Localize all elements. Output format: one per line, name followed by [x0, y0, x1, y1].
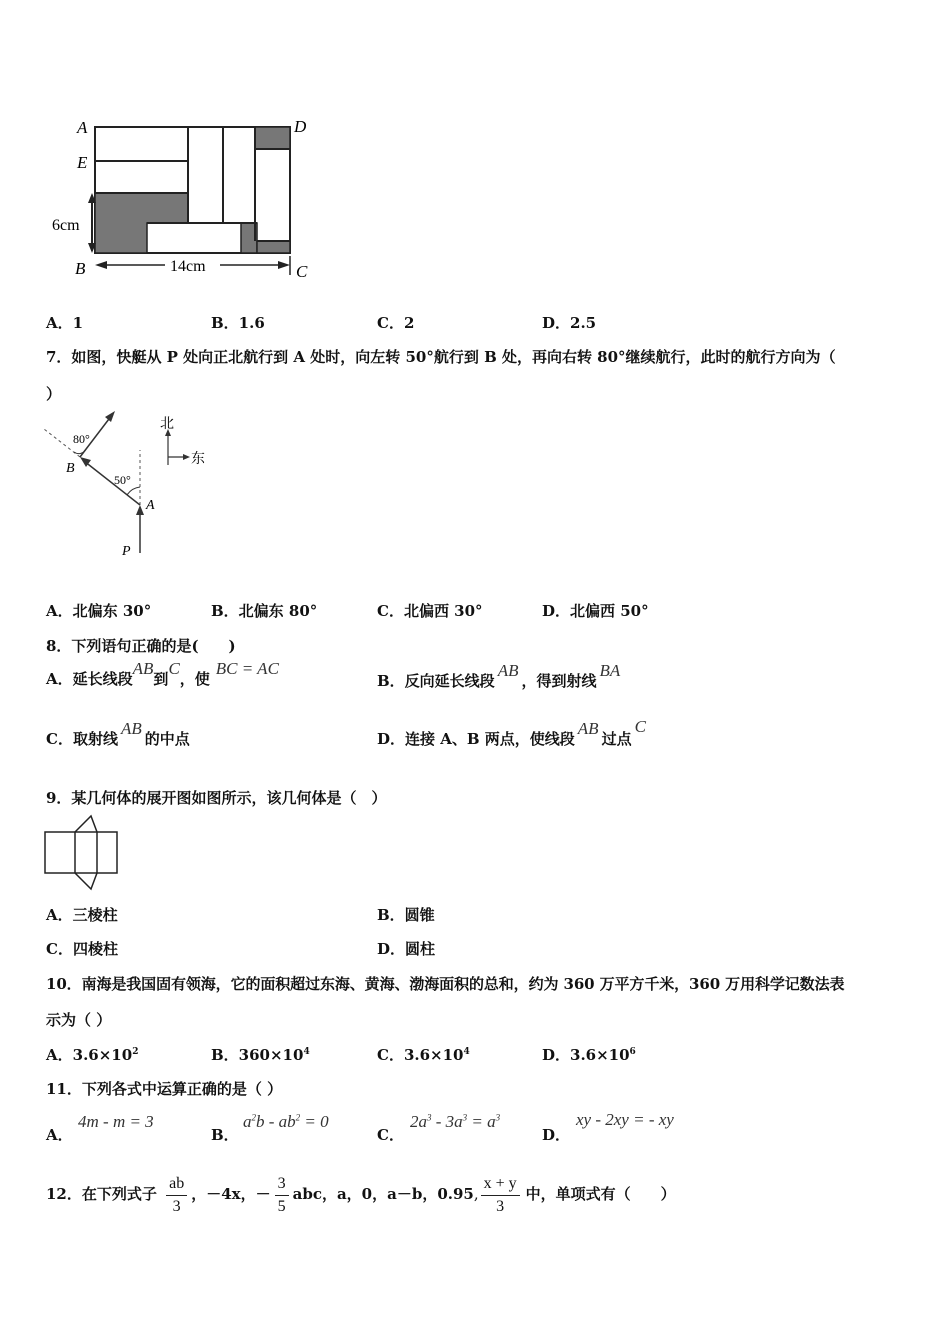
q7-option-b[interactable]: B．北偏东 80°: [211, 602, 318, 620]
q8-a-text3: ，使: [179, 670, 210, 688]
q9-option-d[interactable]: D．圆柱: [377, 940, 436, 958]
q11-d-expr: xy - 2xy = - xy: [576, 1110, 674, 1129]
q11-c-letter: C．: [377, 1126, 404, 1144]
q10-option-b[interactable]: [211, 1044, 310, 1065]
q7-option-c[interactable]: C．北偏西 30°: [377, 602, 483, 620]
q11-c-expr: $2a^3 - 3a^3 = a^3$: [410, 1112, 501, 1131]
q8-a-math-eq: BC = AC: [215, 659, 279, 678]
q6-option-a[interactable]: A．1: [46, 314, 84, 332]
q10-option-a[interactable]: [46, 1044, 138, 1065]
q11-a-letter: A．: [46, 1126, 73, 1144]
q7-navigation-figure: [40, 405, 220, 565]
q11-option-c[interactable]: [377, 1124, 404, 1145]
q6-rectangle-figure: [45, 110, 335, 290]
q12-text-mid: abc，a，0，a－b，0.95: [292, 1185, 474, 1203]
q8-d-math-c: C: [634, 717, 646, 736]
q8-a-math-c: C: [168, 659, 180, 678]
q8-c-text: C．取射线: [46, 730, 118, 748]
q8-b-math-ab: AB: [497, 661, 519, 680]
q8-b-math-ba: BA: [599, 661, 621, 680]
q12-fraction-3-over-5: $\frac{3}{5}$: [275, 1173, 289, 1218]
q11-option-b[interactable]: [211, 1124, 239, 1145]
q11-option-a[interactable]: [46, 1124, 73, 1145]
q9-option-c[interactable]: C．四棱柱: [46, 940, 118, 958]
q8-a-text2: 到: [153, 670, 169, 688]
q6-option-c[interactable]: C．2: [377, 314, 415, 332]
q12-text-sep: ，－4x，－: [191, 1185, 271, 1203]
q10-option-d[interactable]: [542, 1044, 636, 1065]
label-80deg: 80°: [73, 432, 90, 446]
label-east: 东: [191, 452, 205, 467]
q8-b-text: B．反向延长线段: [377, 672, 495, 690]
q8-c-text2: 的中点: [144, 730, 190, 748]
q12-text-post: 中，单项式有（ ）: [525, 1185, 676, 1203]
q8-option-b[interactable]: [377, 661, 621, 691]
label-E: E: [77, 153, 88, 172]
q11-option-d[interactable]: [542, 1124, 570, 1145]
q12-fraction-xy-over-3: $\frac{x + y}{3}$: [481, 1173, 520, 1218]
q10-d-exp: 6: [629, 1047, 636, 1057]
q6-option-b[interactable]: B．1.6: [211, 314, 265, 332]
q11-a-expr: 4m - m = 3: [78, 1112, 154, 1131]
q7-stem-end: ）: [46, 385, 62, 403]
q10-b-label: B．360×10: [211, 1046, 304, 1064]
label-A: A: [77, 118, 88, 137]
q7-option-a[interactable]: A．北偏东 30°: [46, 602, 152, 620]
q10-a-exp: 2: [132, 1047, 139, 1057]
label-D: D: [294, 117, 307, 136]
q10-d-label: D．3.6×10: [542, 1046, 630, 1064]
shaded-region-top-right: [255, 127, 290, 149]
q9-option-b[interactable]: B．圆锥: [377, 906, 435, 924]
q8-a-text: A．延长线段: [46, 670, 133, 688]
label-50deg: 50°: [114, 473, 131, 487]
q10-c-label: C．3.6×10: [377, 1046, 464, 1064]
q11-b-letter: B．: [211, 1126, 239, 1144]
q12-text-pre: 12．在下列式子: [46, 1185, 157, 1203]
label-C: C: [296, 262, 308, 281]
q10-stem-line1: 10．南海是我国固有领海，它的面积超过东海、黄海、渤海面积的总和，约为 360 万平方千米，360 万用科学记数法表: [46, 975, 845, 993]
q11-stem: 11．下列各式中运算正确的是（ ）: [46, 1080, 283, 1098]
label-6cm: 6cm: [52, 217, 80, 234]
q11-d-letter: D．: [542, 1126, 571, 1144]
q11-b-expr: $a^2b - ab^2 = 0$: [243, 1112, 329, 1131]
label-B: B: [75, 259, 86, 278]
q6-option-d[interactable]: D．2.5: [542, 314, 597, 332]
q8-stem: 8．下列语句正确的是( ): [46, 637, 236, 655]
label-B: B: [66, 461, 75, 476]
q12-fraction-ab-over-3: $\frac{ab}{3}$: [166, 1173, 187, 1218]
label-A: A: [146, 498, 155, 513]
q9-net-figure: [44, 813, 124, 891]
q10-c-exp: 4: [463, 1047, 470, 1057]
q8-d-text2: 过点: [601, 730, 632, 748]
q8-c-math-ab: AB: [120, 719, 142, 738]
q8-d-text: D．连接 A、B 两点，使线段: [377, 730, 575, 748]
q10-b-exp: 4: [303, 1047, 310, 1057]
q7-option-d[interactable]: D．北偏西 50°: [542, 602, 649, 620]
q8-b-text2: ，得到射线: [521, 672, 597, 690]
label-P: P: [122, 544, 131, 559]
q8-a-math-ab: AB: [132, 659, 154, 678]
q7-stem: 7．如图，快艇从 P 处向正北航行到 A 处时，向左转 50°航行到 B 处，再向右转 80°继续航行，此时的航行方向为（: [46, 348, 836, 366]
q9-option-a[interactable]: A．三棱柱: [46, 906, 118, 924]
q12-stem: 12．在下列式子 $\frac{ab}{3}$ ，－4x，－ $\frac{3}{5}$ abc，a，0，a－b，0.95, $\frac{x + y}{3}$ 中，单项式有（ ）: [46, 1170, 676, 1218]
label-north: 北: [160, 417, 174, 432]
q10-option-c[interactable]: [377, 1044, 470, 1065]
shaded-strip-bottom-right: [257, 241, 290, 253]
label-14cm: 14cm: [170, 258, 206, 275]
q9-stem: 9．某几何体的展开图如图所示，该几何体是（ ）: [46, 789, 387, 807]
q10-a-label: A．3.6×10: [46, 1046, 133, 1064]
q8-d-math-ab: AB: [577, 719, 599, 738]
q8-option-c[interactable]: [46, 719, 190, 749]
q10-stem-line2: 示为（ ）: [46, 1011, 112, 1029]
q8-option-d[interactable]: [377, 717, 646, 749]
q8-option-a[interactable]: [46, 659, 279, 689]
